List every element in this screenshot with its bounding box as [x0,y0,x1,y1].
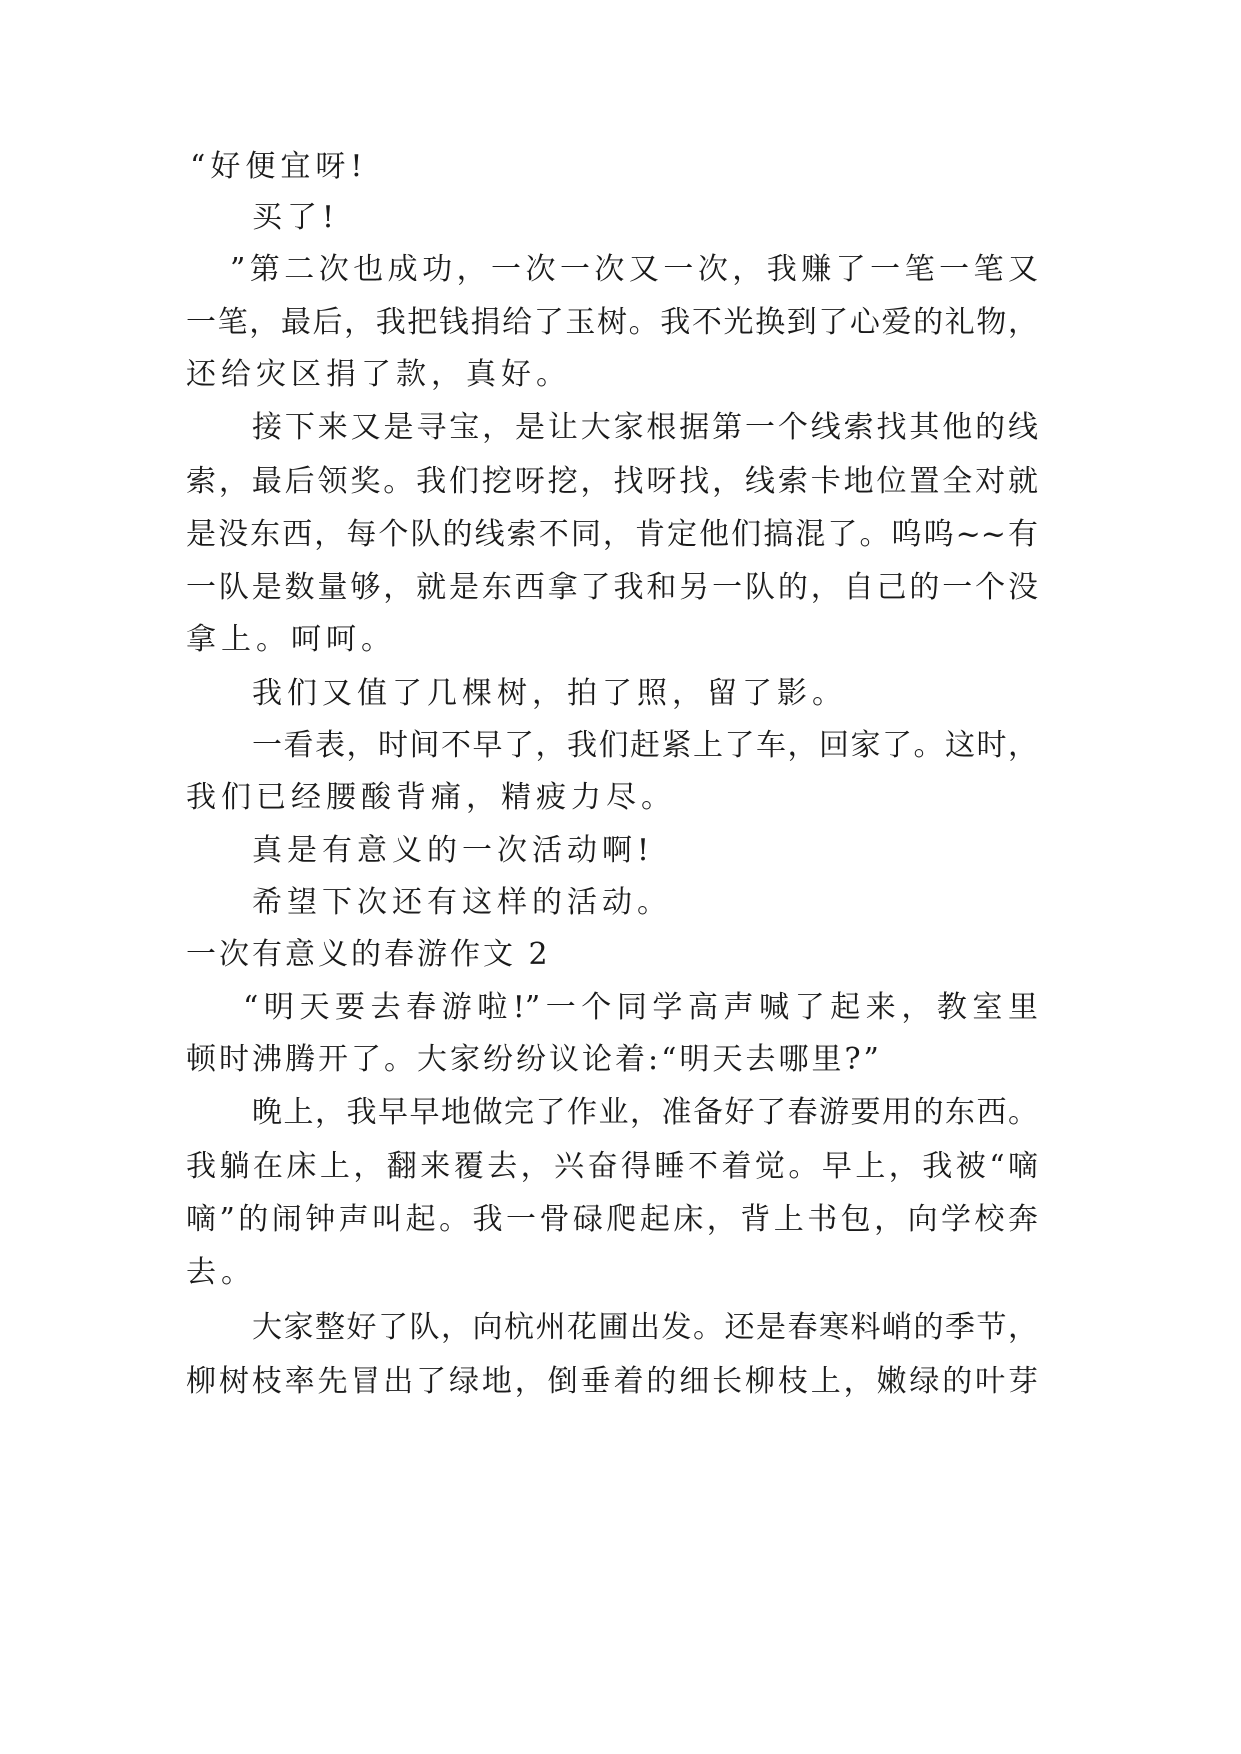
text-line: 嘀”的闹钟声叫起。我一骨碌爬起床，背上书包，向学校奔 [186,1202,1038,1237]
text-line: 希望下次还有这样的活动。 [252,885,672,920]
text-line: 晚上，我早早地做完了作业，准备好了春游要用的东西。 [252,1095,1038,1130]
text-line: 还给灾区捐了款，真好。 [186,357,571,392]
text-line: 接下来又是寻宝，是让大家根据第一个线索找其他的线 [252,410,1038,445]
text-line: 我们又值了几棵树，拍了照，留了影。 [252,676,847,711]
text-line: 一笔，最后，我把钱捐给了玉树。我不光换到了心爱的礼物， [186,305,1038,340]
text-line: 柳树枝率先冒出了绿地，倒垂着的细长柳枝上，嫩绿的叶芽 [186,1364,1038,1399]
text-line: 我们已经腰酸背痛，精疲力尽。 [186,780,676,815]
text-line: 一看表，时间不早了，我们赶紧上了车，回家了。这时， [252,728,1038,763]
text-line: 真是有意义的一次活动啊! [252,833,655,868]
text-line: 是没东西，每个队的线索不同，肯定他们搞混了。呜呜~~有 [186,517,1038,552]
text-line: 大家整好了队，向杭州花圃出发。还是春寒料峭的季节， [252,1310,1038,1345]
text-line: ”第二次也成功，一次一次又一次，我赚了一笔一笔又 [230,252,1038,287]
text-line: 索，最后领奖。我们挖呀挖，找呀找，线索卡地位置全对就 [186,464,1038,499]
text-line: “明天要去春游啦!”一个同学高声喊了起来，教室里 [243,990,1038,1025]
section-heading: 一次有意义的春游作文 2 [186,937,551,972]
text-line: 买了! [252,200,340,235]
text-line: 我躺在床上，翻来覆去，兴奋得睡不着觉。早上，我被“嘀 [186,1149,1038,1184]
text-line: 顿时沸腾开了。大家纷纷议论着:“明天去哪里?” [186,1042,882,1077]
text-line: 去。 [186,1255,256,1290]
text-line: 拿上。呵呵。 [186,622,396,657]
text-line: 一队是数量够，就是东西拿了我和另一队的，自己的一个没 [186,570,1038,605]
text-line: “好便宜呀! [190,149,368,184]
